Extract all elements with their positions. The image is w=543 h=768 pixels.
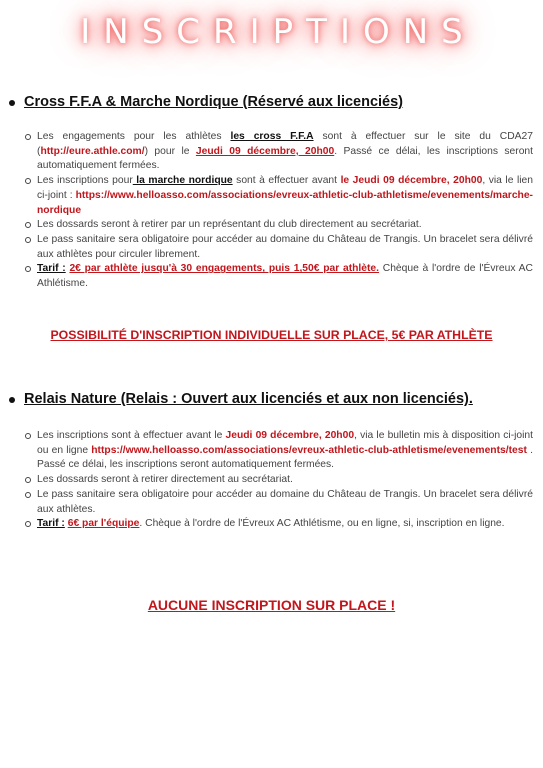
tarif-price: 6€ par l'équipe [67, 518, 140, 530]
list-item: Les inscriptions pour la marche nordique sont à effectuer avant le Jeudi 09 décembre, 20h00, via le lien ci-joint : https://www.helloasso.com/associations/evreux-athletic-club-athletisme/evenements/marche-nordique [37, 174, 533, 218]
bullet-icon [9, 397, 15, 403]
deadline-date: Jeudi 09 décembre, 20h00 [195, 145, 335, 157]
circle-bullet-icon [25, 492, 31, 498]
list-item: Tarif : 6€ par l'équipe. Chèque à l'ordre de l'Évreux AC Athlétisme, ou en ligne, si, inscription en ligne. [37, 517, 533, 532]
list-item: Les dossards seront à retirer par un représentant du club directement au secrétariat. [37, 218, 533, 233]
marche-nordique-label: la marche nordique [132, 175, 233, 187]
list-item: Les engagements pour les athlètes les cross F.F.A sont à effectuer sur le site du CDA27 (http://eure.athle.com/) pour le Jeudi 09 décembre, 20h00. Passé ce délai, les inscriptions seront automatiquement fermées. [37, 130, 533, 174]
helloasso-relais-link[interactable]: https://www.helloasso.com/associations/evreux-athletic-club-athletisme/evenements/test [91, 444, 527, 456]
circle-bullet-icon [25, 178, 31, 184]
section-heading-text: Relais Nature (Relais : Ouvert aux licenciés et aux non licenciés). [24, 391, 473, 407]
circle-bullet-icon [25, 521, 31, 527]
on-site-registration-notice: POSSIBILITÉ D'INSCRIPTION INDIVIDUELLE SUR PLACE, 5€ PAR ATHLÈTE [50, 328, 493, 342]
section-heading-relais [24, 391, 473, 407]
list-item: Le pass sanitaire sera obligatoire pour accéder au domaine du Château de Trangis. Un bracelet sera délivré aux athlètes. [37, 488, 533, 517]
circle-bullet-icon [25, 237, 31, 243]
deadline-date: Jeudi 09 décembre, 20h00 [225, 430, 355, 441]
circle-bullet-icon [25, 433, 31, 439]
circle-bullet-icon [25, 477, 31, 483]
list-item: Les dossards seront à retirer directement au secrétariat. [37, 473, 533, 488]
list-item: Les inscriptions sont à effectuer avant le Jeudi 09 décembre, 20h00, via le bulletin mis à disposition ci-joint ou en ligne https://www.helloasso.com/associations/evreux-athletic-club-athletisme/evenements/test . Passé ce délai, les inscriptions seront automatiquement fermées. [37, 429, 533, 473]
list-item: Le pass sanitaire sera obligatoire pour accéder au domaine du Château de Trangis. Un bracelet sera délivré aux athlètes pour circuler librement. [37, 233, 533, 262]
cross-info-list [37, 130, 533, 292]
tarif-label: Tarif : [37, 263, 66, 275]
cross-ffa-label: les cross F.F.A [230, 131, 314, 142]
circle-bullet-icon [25, 134, 31, 140]
deadline-date: le Jeudi 09 décembre, 20h00 [340, 175, 483, 187]
tarif-label: Tarif : [37, 518, 65, 530]
bullet-icon [9, 100, 15, 106]
cda27-link[interactable]: http://eure.athle.com/ [40, 145, 145, 157]
circle-bullet-icon [25, 222, 31, 228]
list-item: Tarif : 2€ par athlète jusqu'à 30 engagements, puis 1,50€ par athlète. Chèque à l'ordre de l'Évreux AC Athlétisme. [37, 262, 533, 291]
tarif-price: 2€ par athlète jusqu'à 30 engagements, puis 1,50€ par athlète. [69, 263, 380, 275]
helloasso-marche-link[interactable]: https://www.helloasso.com/associations/evreux-athletic-club-athletisme/evenements/marche-nordique [37, 189, 533, 216]
section-heading-text: Cross F.F.A & Marche Nordique (Réservé aux licenciés) [24, 94, 404, 110]
page-title: INSCRIPTIONS [80, 12, 476, 52]
relais-info-list [37, 429, 533, 532]
no-on-site-registration-notice: AUCUNE INSCRIPTION SUR PLACE ! [147, 597, 396, 613]
section-heading-cross [24, 94, 403, 110]
circle-bullet-icon [25, 266, 31, 272]
